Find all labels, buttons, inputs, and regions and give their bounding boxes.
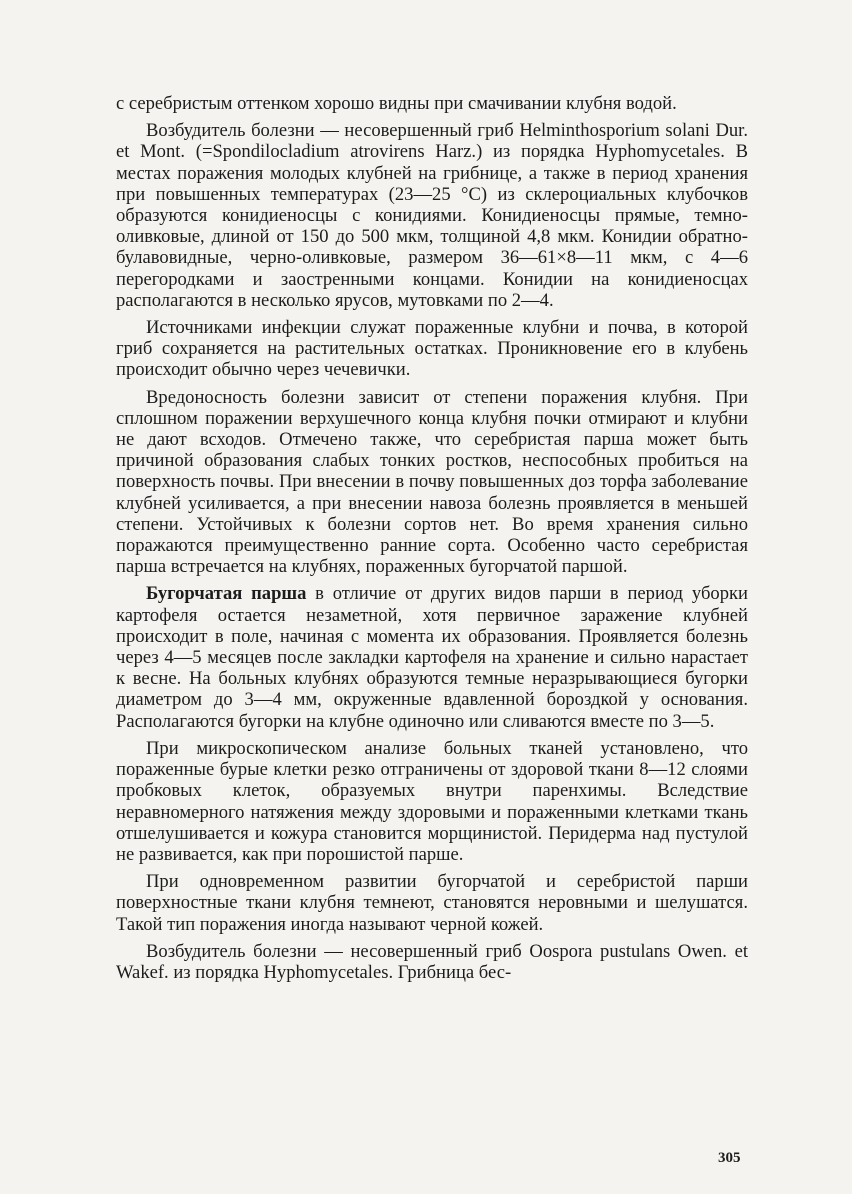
page-number: 305 [718,1150,741,1166]
paragraph-5 [116,583,748,731]
paragraph-1: с серебристым оттенком хорошо видны при смачивании клубня водой. [116,93,677,114]
paragraph-4: Вредоносность болезни зависит от степени поражения клубня. При сплошном поражении верхушечного конца клубня почки отмирают и клубни не дают всходов. Отмечено также, что серебристая парша может быть причиной образования слабых тонких ростков, неспособных пробиться на поверхность почвы. При внесении в почву повышенных доз торфа заболевание клубней усиливается, а при внесении навоза болезнь проявляется в меньшей степени. Устойчивых к болезни сортов нет. Во время хранения сильно поражаются преимущественно ранние сорта. Особенно часто серебристая парша встречается на клубнях, пораженных бугорчатой паршой. [116,386,748,578]
paragraph-6: При микроскопическом анализе больных тканей установлено, что пораженные бурые клетки резко отграничены от здоровой ткани 8—12 слоями пробковых клеток, образуемых внутри паренхимы. Вследствие неравномерного натяжения между здоровыми и пораженными клетками ткань отшелушивается и кожура становится морщинистой. Перидерма над пустулой не развивается, как при порошистой парше. [116,737,748,865]
paragraph-3: Источниками инфекции служат пораженные клубни и почва, в которой гриб сохраняется на растительных остатках. Проникновение его в клубень происходит обычно через чечевички. [116,317,748,381]
paragraph-2: Возбудитель болезни — несовершенный гриб Helminthosporium solani Dur. et Mont. (=Spondilocladium atrovirens Harz.) из порядка Hyphomycetales. В местах поражения молодых клубней на грибнице, а также в период хранения при повышенных температурах (23—25 °С) из склероциальных клубочков образуются конидиеносцы с конидиями. Конидиеносцы прямые, темно-оливковые, длиной от 150 до 500 мкм, толщиной 4,8 мкм. Конидии обратно-булавовидные, черно-оливковые, размером 36—61×8—11 мкм, с 4—6 перегородками и заостренными концами. Конидии на конидиеносцах располагаются в несколько ярусов, мутовками по 2—4. [116,120,748,311]
body-text [116,93,748,989]
paragraph-5-text: в отличие от других видов парши в период уборки картофеля остается незаметной, хотя первичное заражение клубней происходит в поле, начиная с момента их образования. Проявляется болезнь через 4—5 месяцев после закладки картофеля на хранение и сильно нарастает к весне. На больных клубнях образуются темные неразрывающиеся бугорки диаметром до 3—4 мм, окруженные вдавленной бороздкой у основания. Располагаются бугорки на клубне одиночно или сливаются вместе по 3—5. [116,583,748,732]
paragraph-8: Возбудитель болезни — несовершенный гриб Oospora pustulans Owen. et Wakef. из порядка Hyphomycetales. Грибница бес- [116,940,748,983]
section-heading: Бугорчатая парша [146,583,307,605]
paragraph-7: При одновременном развитии бугорчатой и серебристой парши поверхностные ткани клубня темнеют, становятся неровными и шелушатся. Такой тип поражения иногда называют черной кожей. [116,871,748,935]
